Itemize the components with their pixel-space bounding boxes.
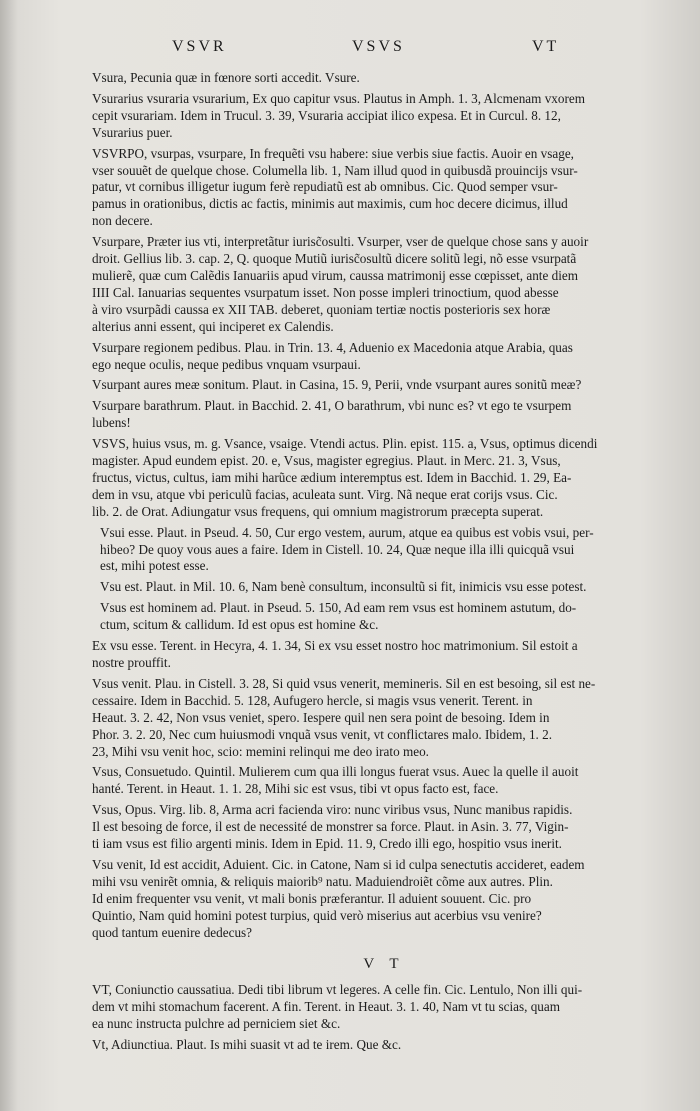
entry-line: Id enim frequenter vsu venit, vt mali bonis præferantur. Il aduient souuent. Cic. pro	[92, 890, 532, 906]
entry-line: hanté. Terent. in Heaut. 1. 1. 28, Mihi sic est vsus, tibi vt opus facto est, face.	[92, 781, 499, 797]
entry-line: lubens!	[92, 415, 131, 431]
entry-line: Phor. 3. 2. 20, Nec cum huiusmodi vnquã vsus venit, vt conflictares malo. Ibidem, 1. 2.	[92, 726, 553, 742]
running-header	[172, 38, 592, 60]
header-center: VSVS	[352, 38, 405, 55]
entry-line: Ex vsu esse. Terent. in Hecyra, 4. 1. 34, Si ex vsu esset nostro hoc matrimonium. Sil estoit a	[92, 638, 578, 654]
dictionary-entry	[92, 982, 676, 1033]
dictionary-entry	[92, 91, 676, 142]
entry-line: Vt, Adiunctiua. Plaut. Is mihi suasit vt ad te irem. Que &c.	[92, 1037, 402, 1053]
dictionary-entry	[92, 764, 676, 798]
entries-vt	[92, 982, 676, 1054]
entry-line: Vsurpare, Præter ius vti, interpretãtur iurisc̃osulti. Vsurper, vser de quelque chose sans y auoir	[92, 234, 589, 250]
entry-line: magister. Apud eundem epist. 20. e, Vsus, magister egregius. Plaut. in Merc. 21. 3, Vsus,	[92, 453, 561, 469]
entry-line: fructus, victus, cultus, iam mihi harũce ædium interemptus est. Idem in Bacchid. 1. 29, Ea-	[92, 469, 572, 485]
entry-line: 23, Mihi vsu venit hoc, scio: memini relinqui me deo irato meo.	[92, 743, 429, 759]
entry-line: vser souuẽt de quelque chose. Columella lib. 1, Nam illud quod in quibusdã prouincijs vsur-	[92, 162, 578, 178]
entry-line: Il est besoing de force, il est de necessité de monstrer sa force. Plaut. in Asin. 3. 77, Vigin-	[92, 819, 569, 835]
entry-line: Vsu venit, Id est accidit, Aduient. Cic. in Catone, Nam si id culpa senectutis accideret, eadem	[92, 856, 585, 872]
entry-line: Vsus est hominem ad. Plaut. in Pseud. 5. 150, Ad eam rem vsus est hominem astutum, do-	[100, 600, 577, 616]
entry-line: Vsu est. Plaut. in Mil. 10. 6, Nam benè consultum, inconsultũ si fit, inimicis vsu esse potest.	[100, 579, 587, 595]
entries-vsus	[92, 70, 676, 942]
entry-line: lib. 2. de Orat. Adiungatur vsus frequens, qui omnium magistrorum præcepta superat.	[92, 503, 544, 519]
entry-line: Vsurarius vsuraria vsurarium, Ex quo capitur vsus. Plautus in Amph. 1. 3, Alcmenam vxorem	[92, 90, 585, 106]
entry-line: Vsura, Pecunia quæ in fœnore sorti accedit. Vsure.	[92, 70, 360, 85]
entry-line: nostre prouffit.	[92, 655, 171, 670]
dictionary-entry	[92, 802, 676, 853]
entry-line: Vsurpare barathrum. Plaut. in Bacchid. 2. 41, O barathrum, vbi nunc es? vt ego te vsurpem	[92, 398, 572, 414]
entry-line: dem in vsu, atque vbi periculũ facias, aculeata sunt. Virg. Nã neque erat corijs vsus. Cic.	[92, 486, 558, 502]
entry-line: ego neque oculis, neque pedibus vnquam vsurpaui.	[92, 356, 361, 372]
dictionary-entry	[92, 525, 676, 576]
entry-line: hibeo? De quoy vous aues a faire. Idem in Cistell. 10. 24, Quæ neque illa illi quicquã vsui	[100, 541, 575, 557]
dictionary-entry	[92, 1037, 676, 1054]
entry-line: à viro vsurpãdi caussa ex XII TAB. deberet, quoniam tertiæ noctis posterioris sex horæ	[92, 301, 551, 317]
entry-line: VSVRPO, vsurpas, vsurpare, In frequẽti vsu habere: siue verbis siue factis. Auoir en vsage,	[92, 145, 574, 161]
entry-line: VT, Coniunctio caussatiua. Dedi tibi librum vt legeres. A celle fin. Cic. Lentulo, Non illi qui-	[92, 982, 583, 998]
dictionary-entry	[92, 600, 676, 634]
entry-line: mulierẽ, quæ cum Calẽdis Ianuariis apud virum, caussa matrimonij esse cœpisset, ante diem	[92, 267, 578, 283]
entry-line: Vsus, Consuetudo. Quintil. Mulierem cum qua illi longus fuerat vsus. Auec la quelle il auoit	[92, 764, 579, 780]
dictionary-text	[92, 70, 676, 1058]
dictionary-entry	[92, 579, 676, 596]
entry-line: Vsurpare regionem pedibus. Plau. in Trin. 13. 4, Aduenio ex Macedonia atque Arabia, quas	[92, 339, 573, 355]
entry-line: Vsurarius puer.	[92, 124, 173, 140]
entry-line: cessaire. Idem in Bacchid. 5. 128, Aufugero hercle, si magis vsus venerit. Terent. in	[92, 692, 533, 708]
entry-line: pamus in orationibus, dictis ac factis, minimis aut maximis, cum hoc decere dicimus, illud	[92, 196, 568, 212]
entry-line: Heaut. 3. 2. 42, Non vsus veniet, spero. Iespere quil nen sera point de besoing. Idem in	[92, 709, 550, 725]
dictionary-entry	[92, 146, 676, 231]
header-right: VT	[532, 38, 560, 55]
header-left: VSVR	[172, 38, 227, 55]
dictionary-entry	[92, 234, 676, 335]
entry-line: est, mihi potest esse.	[100, 558, 209, 574]
entry-line: droit. Gellius lib. 3. cap. 2, Q. quoque Mutiũ iurisc̃osultũ dicere solitũ legi, nõ esse vsurpatã	[92, 251, 577, 267]
dictionary-entry	[92, 638, 676, 672]
dictionary-entry	[92, 398, 676, 432]
dictionary-entry	[92, 70, 676, 87]
entry-line: VSVS, huius vsus, m. g. Vsance, vsaige. Vtendi actus. Plin. epist. 115. a, Vsus, optimus dicendi	[92, 436, 598, 452]
dictionary-entry	[92, 436, 676, 521]
section-title: V T	[363, 955, 405, 972]
entry-line: Quintio, Nam quid homini potest turpius, quid verò miserius aut acerbius vsu venire?	[92, 907, 542, 923]
entry-line: patur, vt cornibus illigetur iugum ferè repudiatũ est ab omnibus. Cic. Quod semper vsur-	[92, 179, 558, 195]
entry-line: ea nunc instructa pulchre ad perniciem siet &c.	[92, 1016, 341, 1032]
entry-line: IIII Cal. Ianuarias sequentes vsurpatum isset. Non posse impleri trinoctium, quod abesse	[92, 284, 559, 300]
entry-line: Vsus venit. Plau. in Cistell. 3. 28, Si quid vsus venerit, memineris. Sil en est besoing, sil est ne-	[92, 675, 596, 691]
entry-line: Vsui esse. Plaut. in Pseud. 4. 50, Cur ergo vestem, aurum, atque ea quibus est vobis vsui, per-	[100, 524, 594, 540]
entry-line: Vsus, Opus. Virg. lib. 8, Arma acri facienda viro: nunc viribus vsus, Nunc manibus rapidis.	[92, 802, 573, 818]
entry-line: non decere.	[92, 213, 153, 229]
dictionary-entry	[92, 676, 676, 761]
entry-line: quod tantum euenire dedecus?	[92, 924, 253, 940]
entry-line: ti iam vsus est filio argenti minis. Idem in Epid. 11. 9, Credo illi ego, hospitio vsus inerit.	[92, 836, 562, 852]
entry-line: ctum, scitum & callidum. Id est opus est homine &c.	[100, 617, 379, 633]
dictionary-entry	[92, 377, 676, 394]
dictionary-entry	[92, 340, 676, 374]
entry-line: mihi vsu venirẽt omnia, & reliquis maiorib⁹ natu. Maduiendroiẽt cõme aux autres. Plin.	[92, 873, 553, 889]
entry-line: dem vt mihi stomachum facerent. A fin. Terent. in Heaut. 3. 1. 40, Nam vt tu scias, quam	[92, 999, 560, 1015]
entry-line: cepit vsurariam. Idem in Trucul. 3. 39, Vsuraria accipiat ilico expesa. Et in Curcul. 8. 12,	[92, 107, 561, 123]
entry-line: alterius anni essent, qui inciperet ex Calendis.	[92, 318, 334, 334]
dictionary-entry	[92, 857, 676, 942]
entry-line: Vsurpant aures meæ sonitum. Plaut. in Casina, 15. 9, Perii, vnde vsurpant aures sonitũ meæ?	[92, 377, 582, 393]
